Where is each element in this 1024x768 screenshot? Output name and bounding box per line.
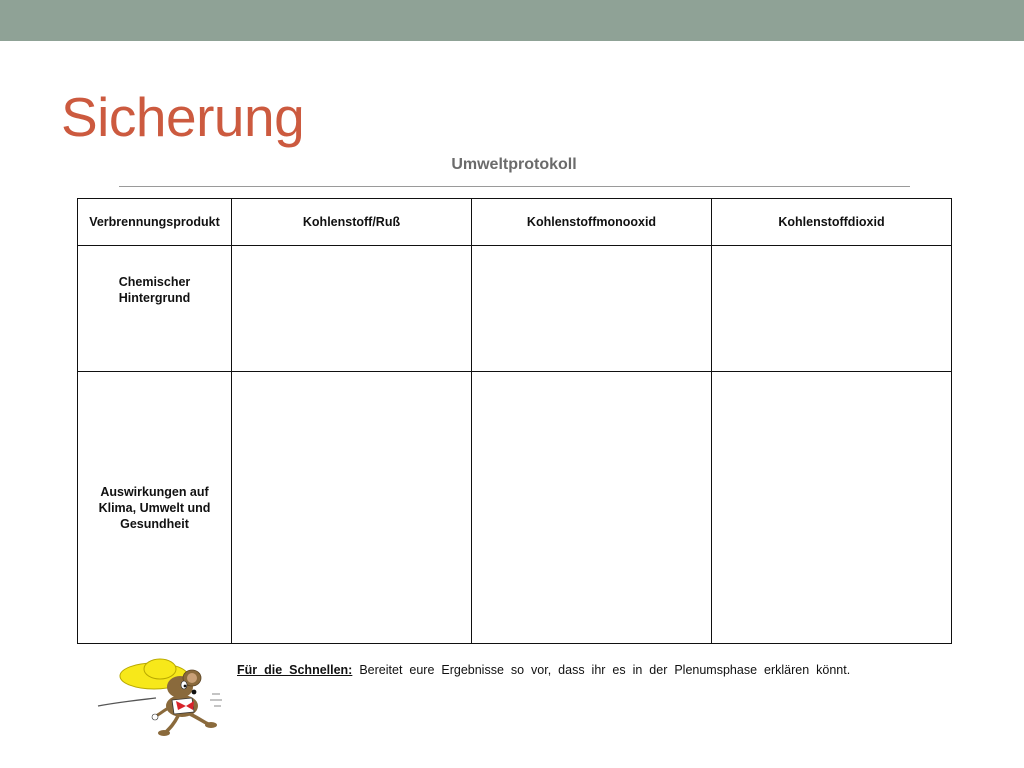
cartoon-mouse-icon [94, 654, 224, 736]
row-label-line: Hintergrund [118, 291, 191, 305]
header-kohlenstoffmonooxid: Kohlenstoffmonooxid [472, 199, 712, 246]
row-label-auswirkungen [78, 372, 232, 644]
table-header-row [78, 199, 952, 246]
heading-divider [119, 186, 910, 187]
cell-impact-co2 [712, 372, 952, 644]
cell-chem-co [472, 246, 712, 372]
table-row [78, 246, 952, 372]
row-label-line: Auswirkungen auf [100, 484, 209, 499]
header-kohlenstoffdioxid: Kohlenstoffdioxid [712, 199, 952, 246]
cell-chem-co2 [712, 246, 952, 372]
cell-impact-russ [232, 372, 472, 644]
footer-note-text: Bereitet eure Ergebnisse so vor, dass ihr es in der Plenumsphase erklären könnt. [352, 663, 851, 677]
header-verbrennungsprodukt: Verbrennungsprodukt [78, 199, 232, 246]
cell-chem-russ [232, 246, 472, 372]
slide-title: Sicherung [61, 86, 305, 148]
protocol-table [77, 198, 952, 644]
document-heading: Umweltprotokoll [451, 156, 577, 173]
table-row [78, 372, 952, 644]
header-kohlenstoff-russ: Kohlenstoff/Ruß [232, 199, 472, 246]
row-label-chemischer-hintergrund [78, 246, 232, 372]
row-label-line: Gesundheit [120, 516, 189, 531]
footer-note-lead: Für die Schnellen: [237, 663, 353, 677]
cell-impact-co [472, 372, 712, 644]
top-banner [0, 0, 1024, 41]
footer-note [237, 663, 850, 677]
row-label-line: Klima, Umwelt und [98, 500, 211, 515]
row-label-line: Chemischer [118, 275, 191, 289]
